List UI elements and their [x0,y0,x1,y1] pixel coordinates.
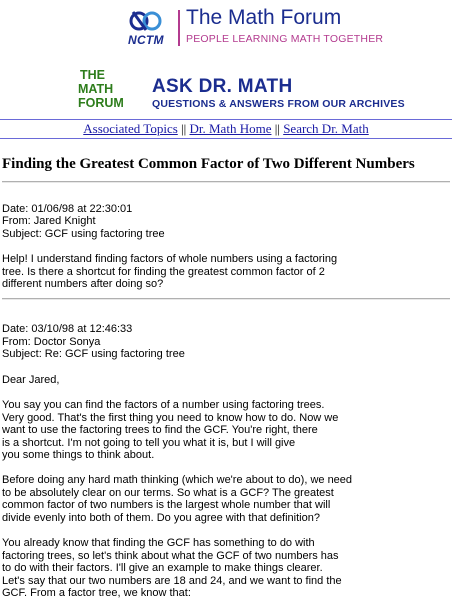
nctm-logo-icon [128,8,168,34]
page-title: Finding the Greatest Common Factor of Two Different Numbers [2,156,415,172]
question-from: From: Jared Knight [2,215,96,227]
question-body: Help! I understand finding factors of whole numbers using a factoring tree. Is there a shortcut for finding the greatest common factor of 2 different numbers after doing so? [2,253,338,290]
question-date: Date: 01/06/98 at 22:30:01 [2,203,133,215]
nav-link-dr-math-home[interactable]: Dr. Math Home [189,121,272,136]
header-divider [178,10,180,46]
logo-line: MATH [78,82,114,96]
logo-line: THE [80,68,105,82]
nav-link-search[interactable]: Search Dr. Math [283,121,369,136]
answer-subject: Subject: Re: GCF using factoring tree [2,348,185,360]
nctm-label: NCTM [128,33,164,47]
answer-paragraph: Before doing any hard math thinking (which we're about to do), we need to be absolutely clear on our terms. So what is a GCF? The greatest common factor of two numbers is the largest whole number that will divide evenly into both of them. Do you agree with that definition? [2,474,353,524]
nav-rule-bottom [0,138,452,139]
math-forum-header [0,0,452,56]
banner-title: ASK DR. MATH [152,76,293,97]
question-subject: Subject: GCF using factoring tree [2,228,165,240]
forum-tagline: PEOPLE LEARNING MATH TOGETHER [186,33,384,45]
answer-paragraph: You already know that finding the GCF has something to do with factoring trees, so let's think about what the GCF of two numbers has to do with their factors. I'll give an example to make things clearer. Let's say that our two numbers are 18 and 24, and we want to find the GCF. From a factor tree, we know that: [2,537,342,599]
nav-separator: || [271,121,284,136]
divider [2,181,450,183]
nav-link-associated-topics[interactable]: Associated Topics [83,121,178,136]
nav-rule-top [0,119,452,120]
divider [2,298,450,300]
answer-paragraph: You say you can find the factors of a number using factoring trees. Very good. That's the first thing you need to know how to do. Now we want to use the factoring trees to find the GCF. You're right, there is a shortcut. I'm not going to tell you what it is, but I will give you some things to think about. [2,399,339,461]
answer-greeting: Dear Jared, [2,374,60,386]
nav-separator: || [177,121,190,136]
answer-date: Date: 03/10/98 at 12:46:33 [2,323,133,335]
logo-line: FORUM [78,96,124,110]
banner-subtitle: QUESTIONS & ANSWERS FROM OUR ARCHIVES [152,98,405,110]
forum-title[interactable]: The Math Forum [186,6,342,29]
nav-bar [0,121,452,137]
answer-from: From: Doctor Sonya [2,336,101,348]
math-forum-logo[interactable] [78,68,124,110]
